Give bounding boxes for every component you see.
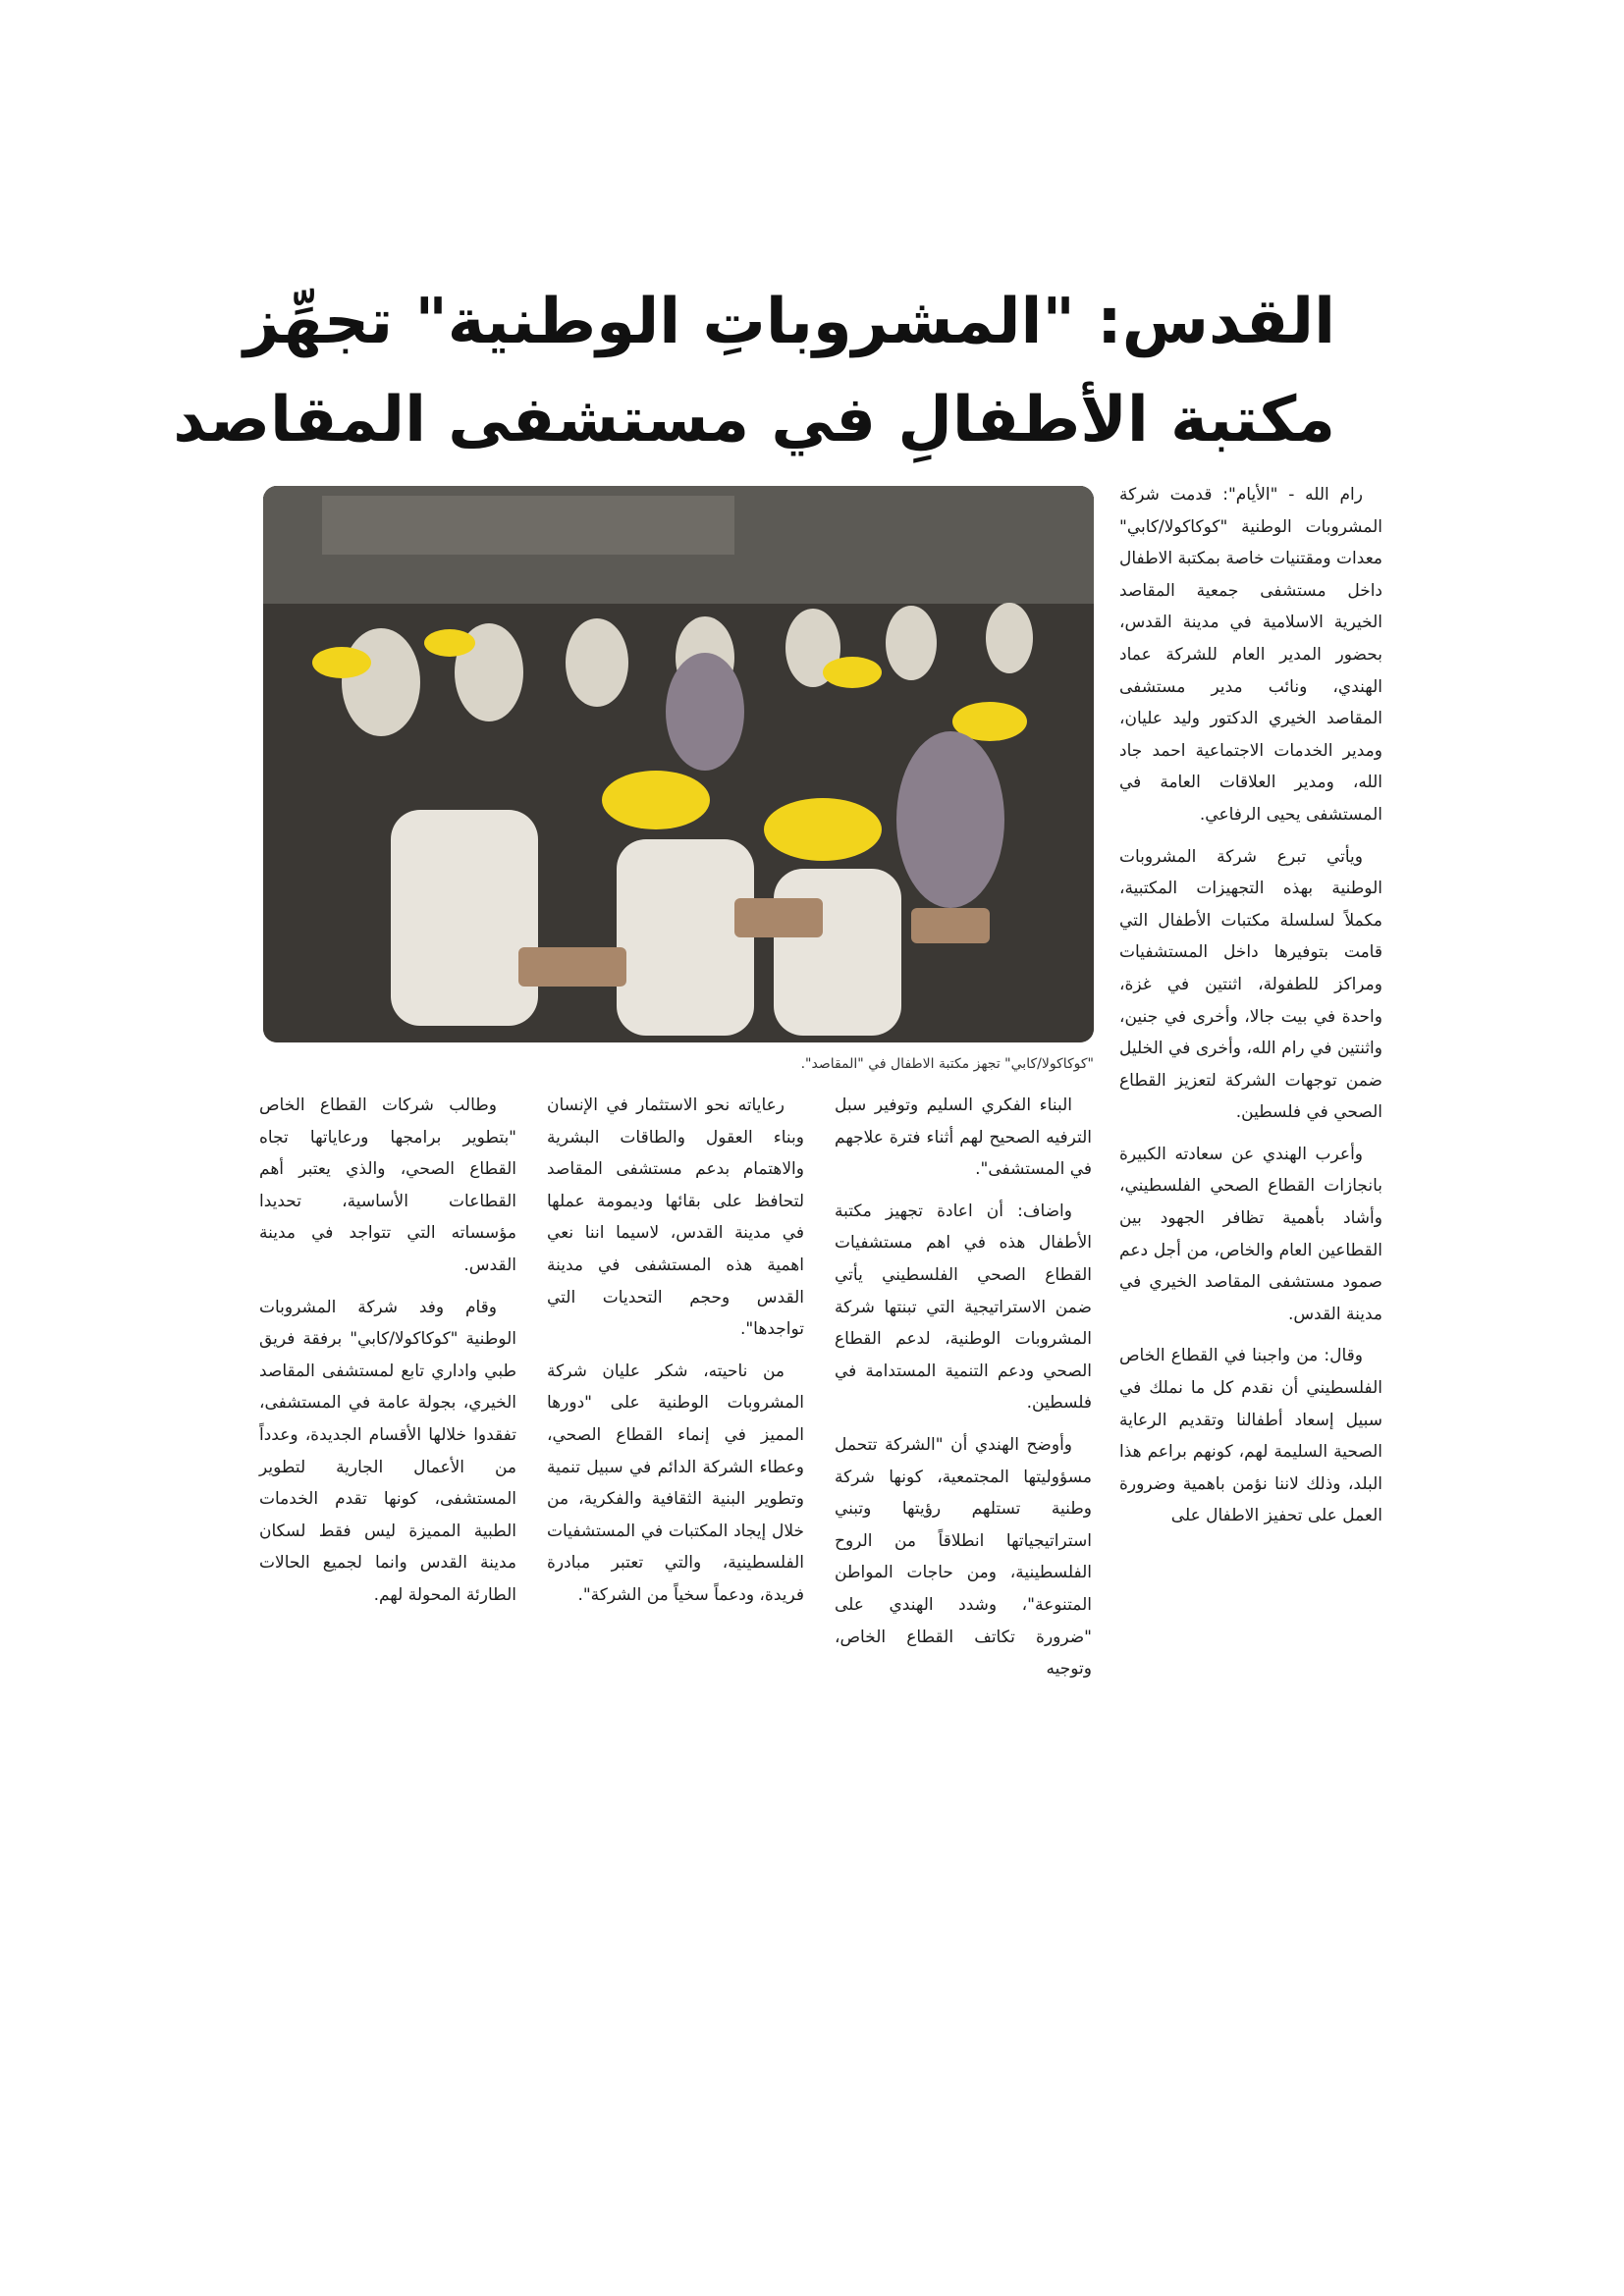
article-photo xyxy=(263,486,1094,1042)
article-headline xyxy=(173,273,1335,469)
headline-line-2: مكتبة الأطفالِ في مستشفى المقاصد xyxy=(173,384,1335,456)
article-column-4 xyxy=(259,1090,516,1622)
paragraph: وقام وفد شركة المشروبات الوطنية "كوكاكولا/كابي" برفقة فريق طبي واداري تابع لمستشفى المقاصد الخيري، بجولة عامة في المستشفى، تفقدوا خلالها الأقسام الجديدة، وعدداً من الأعمال الجارية لتطوير المستشفى، كونها تقدم الخدمات الطبية المميزة ليس فقط لسكان مدينة القدس وانما لجميع الحالات الطارئة المحولة لهم. xyxy=(259,1297,516,1605)
paragraph: البناء الفكري السليم وتوفير سبل الترفيه الصحيح لهم أثناء فترة علاجهم في المستشفى". xyxy=(835,1095,1092,1180)
article-column-3 xyxy=(547,1090,804,1622)
headline-line-1: القدس: "المشروباتِ الوطنية" تجهِّز xyxy=(243,286,1335,358)
paragraph: ويأتي تبرع شركة المشروبات الوطنية بهذه التجهيزات المكتبية، مكملاً لسلسلة مكتبات الأطفال التي قامت بتوفيرها داخل المستشفيات ومراكز للطفولة، اثنتين في غزة، واحدة في بيت جالا، وأخرى في جنين، واثنتين في رام الله، وأخرى في الخليل ضمن توجهات الشركة لتعزيز القطاع الصحي في فلسطين. xyxy=(1119,846,1382,1123)
audience-photo-illustration xyxy=(263,486,1094,1042)
photo-caption: "كوكاكولا/كابي" تجهز مكتبة الاطفال في "المقاصد". xyxy=(800,1056,1094,1072)
paragraph: وطالب شركات القطاع الخاص "بتطوير برامجها ورعاياتها تجاه القطاع الصحي، والذي يعتبر أهم القطاعات الأساسية، تحديدا مؤسساته التي تتواجد في مدينة القدس. xyxy=(259,1095,516,1275)
paragraph: رام الله - "الأيام": قدمت شركة المشروبات الوطنية "كوكاكولا/كابي" معدات ومقتنيات خاصة بمكتبة الاطفال داخل مستشفى جمعية المقاصد الخيرية الاسلامية في مدينة القدس، بحضور المدير العام للشركة عماد الهندي، ونائب مدير مستشفى المقاصد الخيري الدكتور وليد عليان، ومدير الخدمات الاجتماعية احمد جاد الله، ومدير العلاقات العامة في المستشفى يحيى الرفاعي. xyxy=(1119,485,1382,825)
paragraph: من ناحيته، شكر عليان شركة المشروبات الوطنية على "دورها المميز في إنماء القطاع الصحي، وعطاء الشركة الدائم في سبيل تنمية وتطوير البنية الثقافية والفكرية، من خلال إيجاد المكتبات في المستشفيات الفلسطينية، والتي تعتبر مبادرة فريدة، ودعماً سخياً من الشركة". xyxy=(547,1361,804,1605)
article-column-1 xyxy=(1119,479,1382,1542)
paragraph: واضاف: أن اعادة تجهيز مكتبة الأطفال هذه في اهم مستشفيات القطاع الصحي الفلسطيني يأتي ضمن الاستراتيجية التي تبنتها شركة المشروبات الوطنية، لدعم القطاع الصحي ودعم التنمية المستدامة في فلسطين. xyxy=(835,1201,1092,1414)
paragraph: رعاياته نحو الاستثمار في الإنسان وبناء العقول والطاقات البشرية والاهتمام بدعم مستشفى المقاصد لتحافظ على بقائها وديمومة عملها في مدينة القدس، لاسيما اننا نعي اهمية هذه المستشفى في مدينة القدس وحجم التحديات التي تواجدها". xyxy=(547,1095,804,1340)
paragraph: وأوضح الهندي أن "الشركة تتحمل مسؤوليتها المجتمعية، كونها شركة وطنية تستلهم رؤيتها وتبني استراتيجياتها انطلاقاً من الروح الفلسطينية، ومن حاجات المواطن المتنوعة"، وشدد الهندي على "ضرورة تكاتف القطاع الخاص، وتوجيه xyxy=(835,1434,1092,1680)
paragraph: وقال: من واجبنا في القطاع الخاص الفلسطيني أن نقدم كل ما نملك في سبيل إسعاد أطفالنا وتقديم الرعاية الصحية السليمة لهم، كونهم براعم هذا البلد، وذلك لاننا نؤمن باهمية وضرورة العمل على تحفيز الاطفال على xyxy=(1119,1346,1382,1526)
article-column-2 xyxy=(835,1090,1092,1695)
paragraph: وأعرب الهندي عن سعادته الكبيرة بانجازات القطاع الصحي الفلسطيني، وأشاد بأهمية تظافر الجهود بين القطاعين العام والخاص، من أجل دعم صمود مستشفى المقاصد الخيري في مدينة القدس. xyxy=(1119,1144,1382,1324)
